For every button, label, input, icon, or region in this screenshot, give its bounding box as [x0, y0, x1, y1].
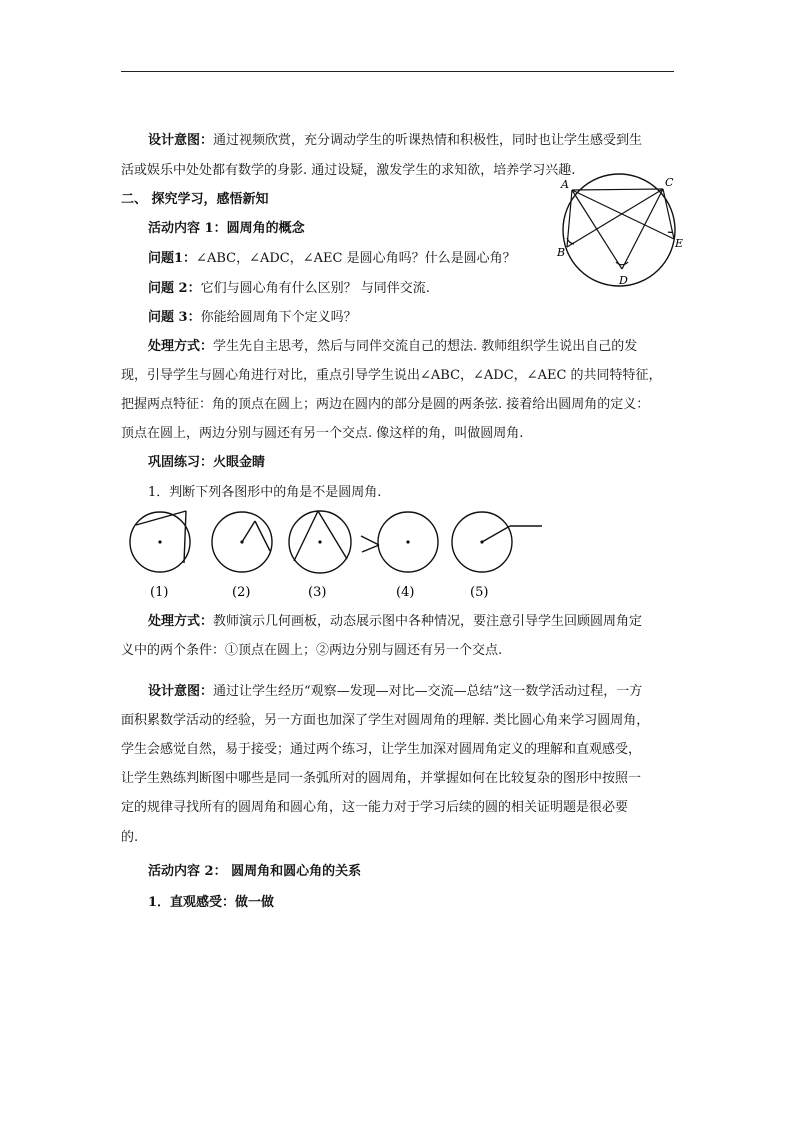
- figure-5-label: (5): [470, 585, 489, 600]
- design-intent-text: 通过视频欣赏，充分调动学生的听课热情和积极性，同时也让学生感受到生: [213, 133, 643, 148]
- processing-method-2-line-1: 处理方式：教师演示几何画板，动态展示图中各种情况，要注意引导学生回顾圆周角定: [148, 614, 643, 629]
- figure-1-label: (1): [150, 585, 169, 600]
- intuitive-feeling-heading: 1．直观感受：做一做: [148, 895, 275, 910]
- question-1: 问题1：∠ABC，∠ADC，∠AEC 是圆心角吗？什么是圆心角？: [148, 251, 516, 266]
- chord-ac: [572, 189, 663, 190]
- activity-1-heading: 活动内容 1：圆周角的概念: [148, 221, 305, 236]
- practice-heading: 巩固练习：火眼金睛: [148, 455, 266, 470]
- design-intent-2-line-5: 定的规律寻找所有的圆周角和圆心角，这一能力对于学习后续的圆的相关证明题是很必要: [121, 800, 629, 815]
- inscribed-angles-diagram: [552, 172, 692, 292]
- design-intent-2-line-1: 设计意图：通过让学生经历“观察—发现—对比—交流—总结”这一数学活动过程，一方: [148, 684, 643, 699]
- point-e-label: E: [675, 237, 684, 250]
- section-heading-2: 二、 探究学习，感悟新知: [121, 192, 269, 207]
- figure-4-label: (4): [396, 585, 415, 600]
- exercise-figures: [118, 505, 558, 605]
- point-c-label: C: [665, 176, 674, 189]
- question-3: 问题 3：你能给圆周角下个定义吗？: [148, 310, 357, 325]
- processing-method-1-line-2: 现，引导学生与圆心角进行对比，重点引导学生说出∠ABC，∠ADC，∠AEC 的共同特特征，: [121, 368, 662, 383]
- figure-4: [361, 512, 438, 572]
- processing-method-1-line-1: 处理方式：学生先自主思考，然后与同伴交流自己的想法. 教师组织学生说出自己的发: [148, 339, 638, 354]
- header-rule: [121, 71, 674, 72]
- design-intent-2-line-6: 的.: [121, 830, 139, 845]
- figure-3-label: (3): [308, 585, 327, 600]
- exercise-1-prompt: 1．判断下列各图形中的角是不是圆周角.: [148, 485, 382, 500]
- figure-2-label: (2): [232, 585, 251, 600]
- processing-method-1-line-3: 把握两点特征：角的顶点在圆上；两边在圆内的部分是圆的两条弦. 接着给出圆周角的定义：: [121, 397, 650, 412]
- design-intent-1-line-1: [148, 132, 642, 150]
- processing-method-2-line-2: 义中的两个条件：①顶点在圆上；②两边分别与圆还有另一个交点.: [121, 643, 503, 658]
- design-intent-2-line-2: 面积累数学活动的经验，另一方面也加深了学生对圆周角的理解. 类比圆心角来学习圆周角，: [121, 713, 650, 728]
- point-d-label: D: [619, 274, 628, 287]
- activity-2-heading: 活动内容 2： 圆周角和圆心角的关系: [148, 864, 362, 879]
- figure-5: [452, 512, 542, 572]
- point-a-label: A: [561, 178, 569, 191]
- design-intent-1-line-2: 活或娱乐中处处都有数学的身影. 通过设疑，激发学生的求知欲，培养学习兴趣.: [121, 163, 576, 178]
- point-b-label: B: [557, 246, 566, 259]
- design-intent-label: 设计意图：: [148, 133, 214, 148]
- processing-method-1-line-4: 顶点在圆上，两边分别与圆还有另一个交点. 像这样的角，叫做圆周角.: [121, 426, 524, 441]
- design-intent-2-line-4: 让学生熟练判断图中哪些是同一条弧所对的圆周角，并掌握如何在比较复杂的图形中按照一: [121, 771, 642, 786]
- question-2: 问题 2：它们与圆心角有什么区别？ 与同伴交流.: [148, 281, 430, 296]
- circle-outline: [563, 174, 675, 286]
- design-intent-2-line-3: 学生会感觉自然，易于接受；通过两个练习，让学生加深对圆周角定义的理解和直观感受，: [121, 742, 642, 757]
